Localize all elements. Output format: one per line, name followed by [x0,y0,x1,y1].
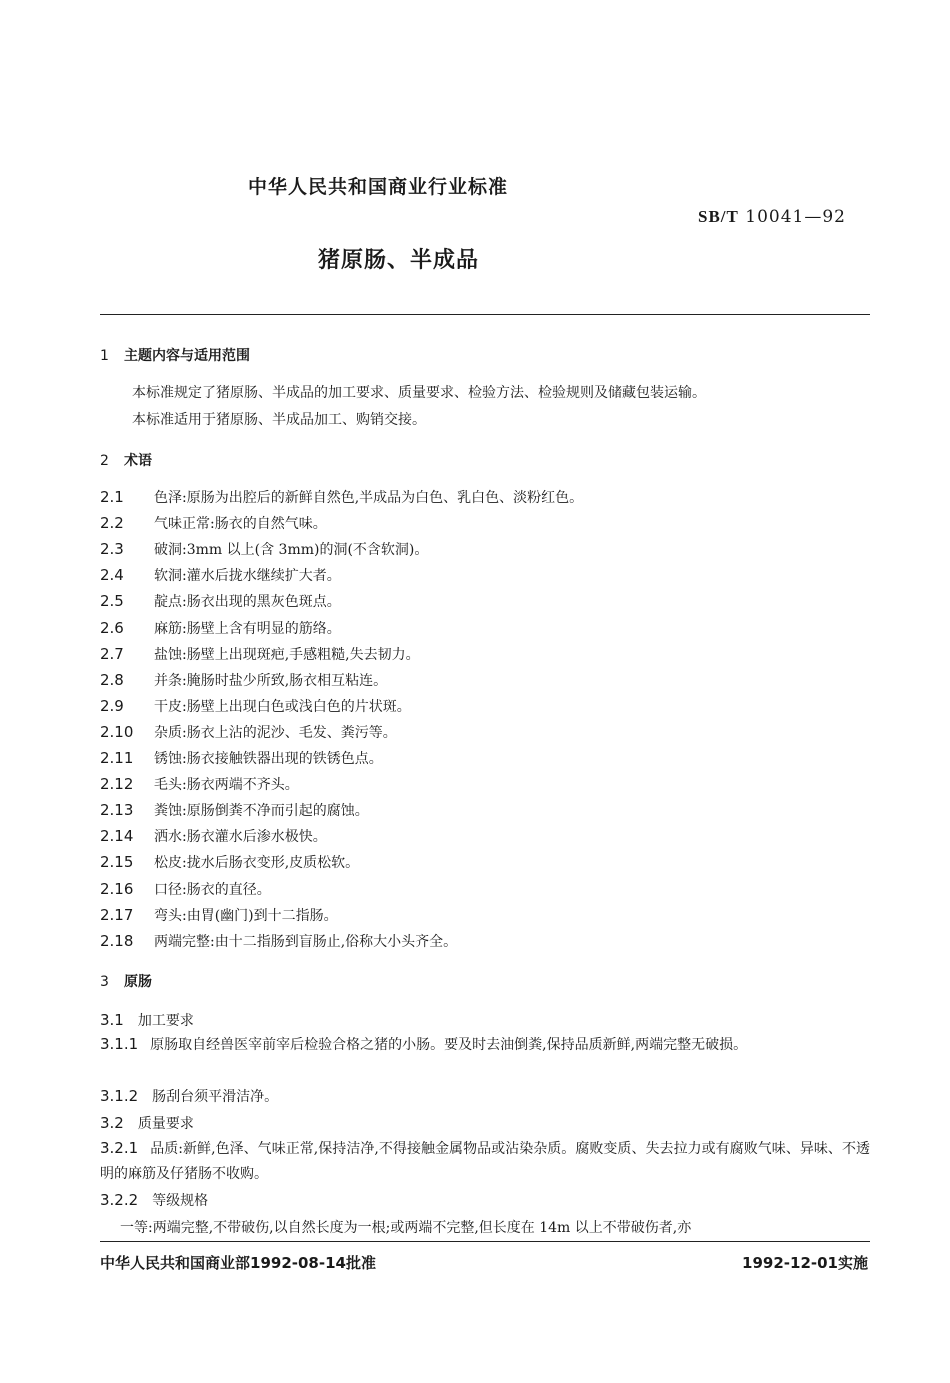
section-1-para-2: 本标准适用于猪原肠、半成品加工、购销交接。 [132,412,426,428]
term-number: 2.9 [100,696,124,715]
term-item [100,539,428,559]
term-text: 靛点:肠衣出现的黑灰色斑点。 [154,594,341,611]
term-item [100,644,420,664]
standard-code-prefix: SB/T [698,207,739,226]
term-text: 锈蚀:肠衣接触铁器出现的铁锈色点。 [154,751,383,767]
standard-code-number: 10041—92 [745,207,846,227]
term-number: 2.16 [100,879,134,898]
section-2-heading: 2 术语 [100,453,152,469]
term-number: 2.2 [100,514,124,533]
footer-divider [100,1241,870,1242]
clause-3-2: 3.2 质量要求 [100,1114,194,1132]
term-text: 粪蚀:原肠倒粪不净而引起的腐蚀。 [154,803,369,820]
term-item [100,800,369,820]
term-text: 色泽:原肠为出腔后的新鲜自然色,半成品为白色、乳白色、淡粉红色。 [154,490,584,506]
term-item [100,591,341,611]
term-item [100,487,583,507]
term-number: 2.13 [100,801,134,820]
term-text: 软洞:灌水后拢水继续扩大者。 [154,568,341,585]
term-number: 2.15 [100,853,134,872]
term-number: 2.1 [100,488,124,506]
term-item [100,826,327,846]
section-1-para-1: 本标准规定了猪原肠、半成品的加工要求、质量要求、检验方法、检验规则及储藏包装运输。 [132,385,706,401]
term-text: 弯头:由胃(幽门)到十二指肠。 [154,907,338,924]
term-text: 两端完整:由十二指肠到盲肠止,俗称大小头齐全。 [154,933,458,950]
grade-1-text: 一等:两端完整,不带破伤,以自然长度为一根;或两端不完整,但长度在 14m 以上不带破伤者,亦 [120,1220,692,1236]
term-text: 并条:腌肠时盐少所致,肠衣相互粘连。 [154,672,388,689]
term-number: 2.5 [100,592,124,611]
term-item [100,879,271,899]
effective-line: 1992-12-01实施 [742,1254,868,1272]
term-item [100,696,411,716]
clause-3-1-1: 3.1.1 原肠取自经兽医宰前宰后检验合格之猪的小肠。要及时去油倒粪,保持品质新鲜,两端完整无破损。 [100,1035,748,1053]
term-item [100,618,341,638]
term-number: 2.18 [100,931,134,950]
term-number: 2.12 [100,775,134,794]
clause-3-1-2: 3.1.2 肠刮台须平滑洁净。 [100,1087,279,1105]
section-3-heading: 3 原肠 [100,974,152,990]
clause-3-2-1: 3.2.1 品质:新鲜,色泽、气味正常,保持洁净,不得接触金属物品或沾染杂质。腐败变质、失去拉力或有腐败气味、异味、不透明的麻筋及仔猪肠不收购。 [100,1139,870,1182]
term-text: 气味正常:肠衣的自然气味。 [154,516,327,533]
term-number: 2.4 [100,566,124,585]
term-text: 盐蚀:肠壁上出现斑疤,手感粗糙,失去韧力。 [154,646,420,663]
term-number: 2.11 [100,749,134,767]
term-item [100,748,383,768]
header-divider [100,314,870,315]
term-item [100,852,359,872]
term-text: 洒水:肠衣灌水后渗水极快。 [154,829,327,846]
term-number: 2.3 [100,540,124,559]
term-item [100,565,341,585]
term-item [100,722,397,742]
term-item [100,513,327,533]
term-number: 2.8 [100,670,124,689]
term-number: 2.14 [100,827,134,846]
standard-org-title: 中华人民共和国商业行业标准 [248,176,509,198]
term-item [100,774,299,794]
term-number: 2.7 [100,644,124,663]
clause-3-1: 3.1 加工要求 [100,1011,194,1029]
term-item [100,670,387,690]
term-item [100,931,457,951]
document-title: 猪原肠、半成品 [318,248,480,273]
standard-code [698,207,846,227]
approval-line: 中华人民共和国商业部1992-08-14批准 [100,1254,376,1272]
term-text: 毛头:肠衣两端不齐头。 [154,777,299,794]
section-1-heading: 1 主题内容与适用范围 [100,348,250,364]
term-text: 口径:肠衣的直径。 [154,881,271,898]
term-item [100,905,338,925]
term-number: 2.17 [100,905,134,924]
term-text: 干皮:肠壁上出现白色或浅白色的片状斑。 [154,698,411,715]
term-number: 2.10 [100,722,134,741]
term-text: 松皮:拢水后肠衣变形,皮质松软。 [154,855,360,872]
term-text: 杂质:肠衣上沾的泥沙、毛发、粪污等。 [154,724,397,741]
clause-3-2-2: 3.2.2 等级规格 [100,1191,209,1209]
term-text: 麻筋:肠壁上含有明显的筋络。 [154,620,341,637]
term-number: 2.6 [100,618,124,637]
term-text: 破洞:3mm 以上(含 3mm)的洞(不含软洞)。 [154,542,429,559]
